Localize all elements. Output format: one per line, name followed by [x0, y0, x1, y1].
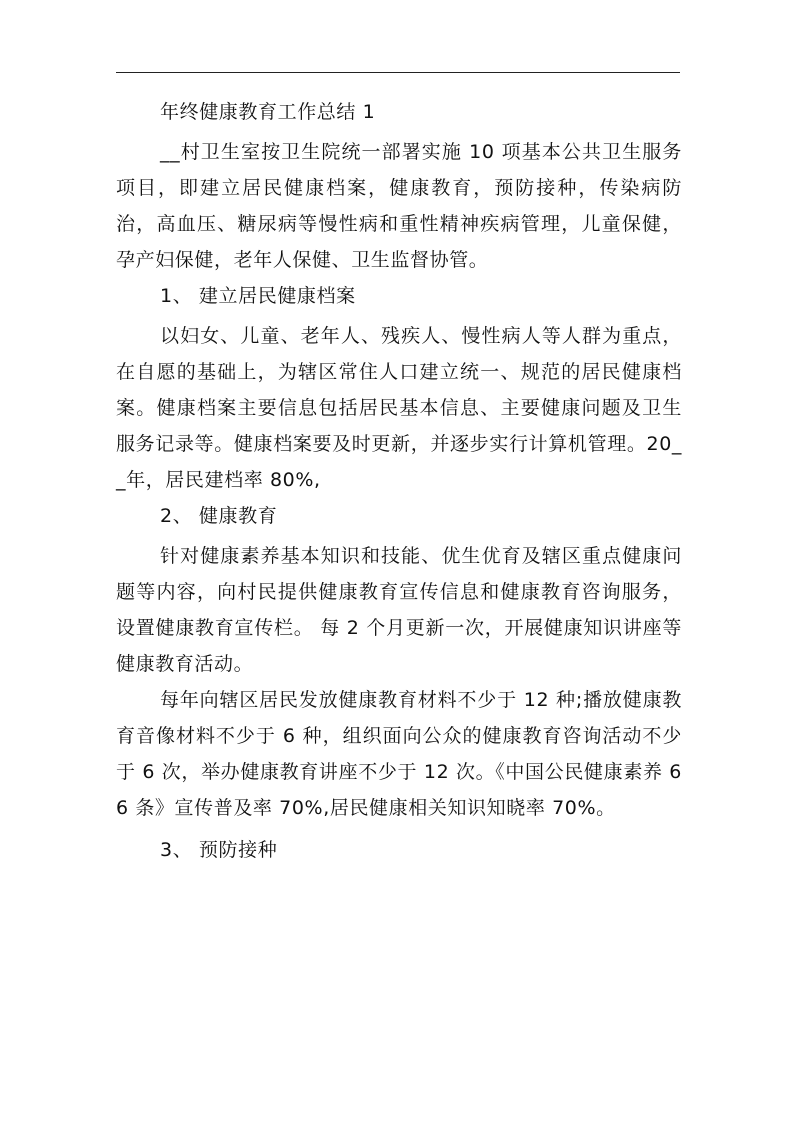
section-2-paragraph-2: 每年向辖区居民发放健康教育材料不少于 12 种;播放健康教育音像材料不少于 6 种，组织面向公众的健康教育咨询活动不少于 6 次，举办健康教育讲座不少于 12 次。《中国公民健康素养 66 条》宣传普及率 70%,居民健康相关知识知晓率 70%。	[116, 689, 682, 819]
header-rule	[116, 72, 680, 73]
section-heading-1: 1、 建立居民健康档案	[160, 285, 356, 307]
document-title: 年终健康教育工作总结 1	[160, 101, 376, 123]
section-heading-2: 2、 健康教育	[160, 505, 278, 527]
section-1-paragraph-1: 以妇女、儿童、老年人、残疾人、慢性病人等人群为重点，在自愿的基础上，为辖区常住人口建立统一、规范的居民健康档案。健康档案主要信息包括居民基本信息、主要健康问题及卫生服务记录等。健康档案要及时更新，并逐步实行计算机管理。20__年，居民建档率 80%,	[116, 325, 682, 491]
section-2-paragraph-1: 针对健康素养基本知识和技能、优生优育及辖区重点健康问题等内容，向村民提供健康教育宣传信息和健康教育咨询服务，设置健康教育宣传栏。 每 2 个月更新一次，开展健康知识讲座等健康教育活动。	[116, 545, 682, 675]
intro-paragraph: __村卫生室按卫生院统一部署实施 10 项基本公共卫生服务项目，即建立居民健康档案，健康教育，预防接种，传染病防治，高血压、糖尿病等慢性病和重性精神疾病管理，儿童保健，孕产妇保健，老年人保健、卫生监督协管。	[116, 141, 682, 271]
document-body	[116, 94, 682, 872]
section-heading-3: 3、 预防接种	[160, 839, 278, 861]
